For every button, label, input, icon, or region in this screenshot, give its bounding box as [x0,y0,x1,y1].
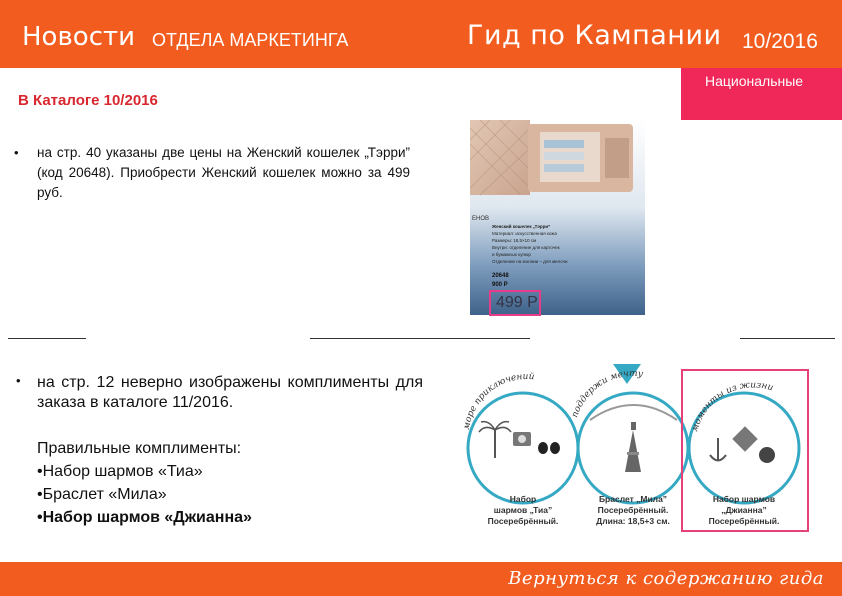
charm-caption: Длина: 18,5+3 см. [596,516,670,526]
catalog-old-price: 900 Р [492,282,508,288]
correct-compliments [37,437,252,529]
compliment-item: •Браслет «Мила» [37,486,167,503]
compliment-item: •Набор шармов «Джианна» [37,509,252,526]
header-news: Новости [22,22,136,52]
new-price-highlight: 499 Р [489,290,541,316]
catalog-line: Размеры: 18,5×10 см [492,238,537,243]
charm-caption: Браслет „Мила” [598,494,668,504]
divider-right [740,338,835,339]
section2-text: на стр. 12 неверно изображены комплименты для заказа в каталоге 11/2016. [37,374,423,411]
section1-text: на стр. 40 указаны две цены на Женский кошелек „Тэрри” (код 20648). Приобрести Женский кошелек можно за 499 руб. [37,145,410,200]
header-date: 10/2016 [742,30,818,53]
header-department: ОТДЕЛА МАРКЕТИНГА [152,30,349,50]
header-bar [0,0,842,68]
charm-caption: Посеребрённый. [708,516,780,526]
charm-caption: Набор шармов [712,494,776,504]
catalog-line: Женский кошелек „Тэрри” [492,224,551,229]
national-label: Национальные [705,73,804,89]
charm-arc-2: поддержи мечту [570,368,644,419]
catalog-code: 20648 [492,273,509,279]
charm-caption: „Джианна” [721,505,767,515]
highlight-frame [681,369,809,532]
catalog-line: и бумажных купюр [492,252,531,257]
footer-bar [0,562,842,596]
charm-caption: Посеребрённый. [597,505,669,515]
correct-heading: Правильные комплименты: [37,440,242,457]
catalog-line: Внутри: отделение для карточек [492,245,560,250]
catalog-wallet-image [470,120,645,315]
wallet-illustration [470,120,645,315]
charm-caption: Набор [509,494,537,504]
charm-caption: Посеребрённый. [487,516,559,526]
bullet-marker: • [14,145,19,160]
catalog-line: Материал: искусственная кожа [492,231,557,236]
charm-arc-3: моменты из жизни [690,380,775,433]
section1-title: В Каталоге 10/2016 [18,92,158,109]
charm-arc-1: море приключений [461,371,535,431]
catalog-label-fragment: ЕНОВ [472,216,490,222]
catalog-line: Отделение на молнии – для мелочи [492,259,568,264]
national-badge [681,68,842,120]
charm-caption: шармов „Тиа” [493,505,553,515]
header-guide-title: Гид по Кампании [467,20,722,51]
compliment-item: •Набор шармов «Тиа» [37,463,203,480]
divider-left [8,338,86,339]
back-to-contents-link[interactable]: Вернуться к содержанию гида [508,568,824,589]
bullet-marker: • [16,373,21,388]
divider-middle [310,338,530,339]
